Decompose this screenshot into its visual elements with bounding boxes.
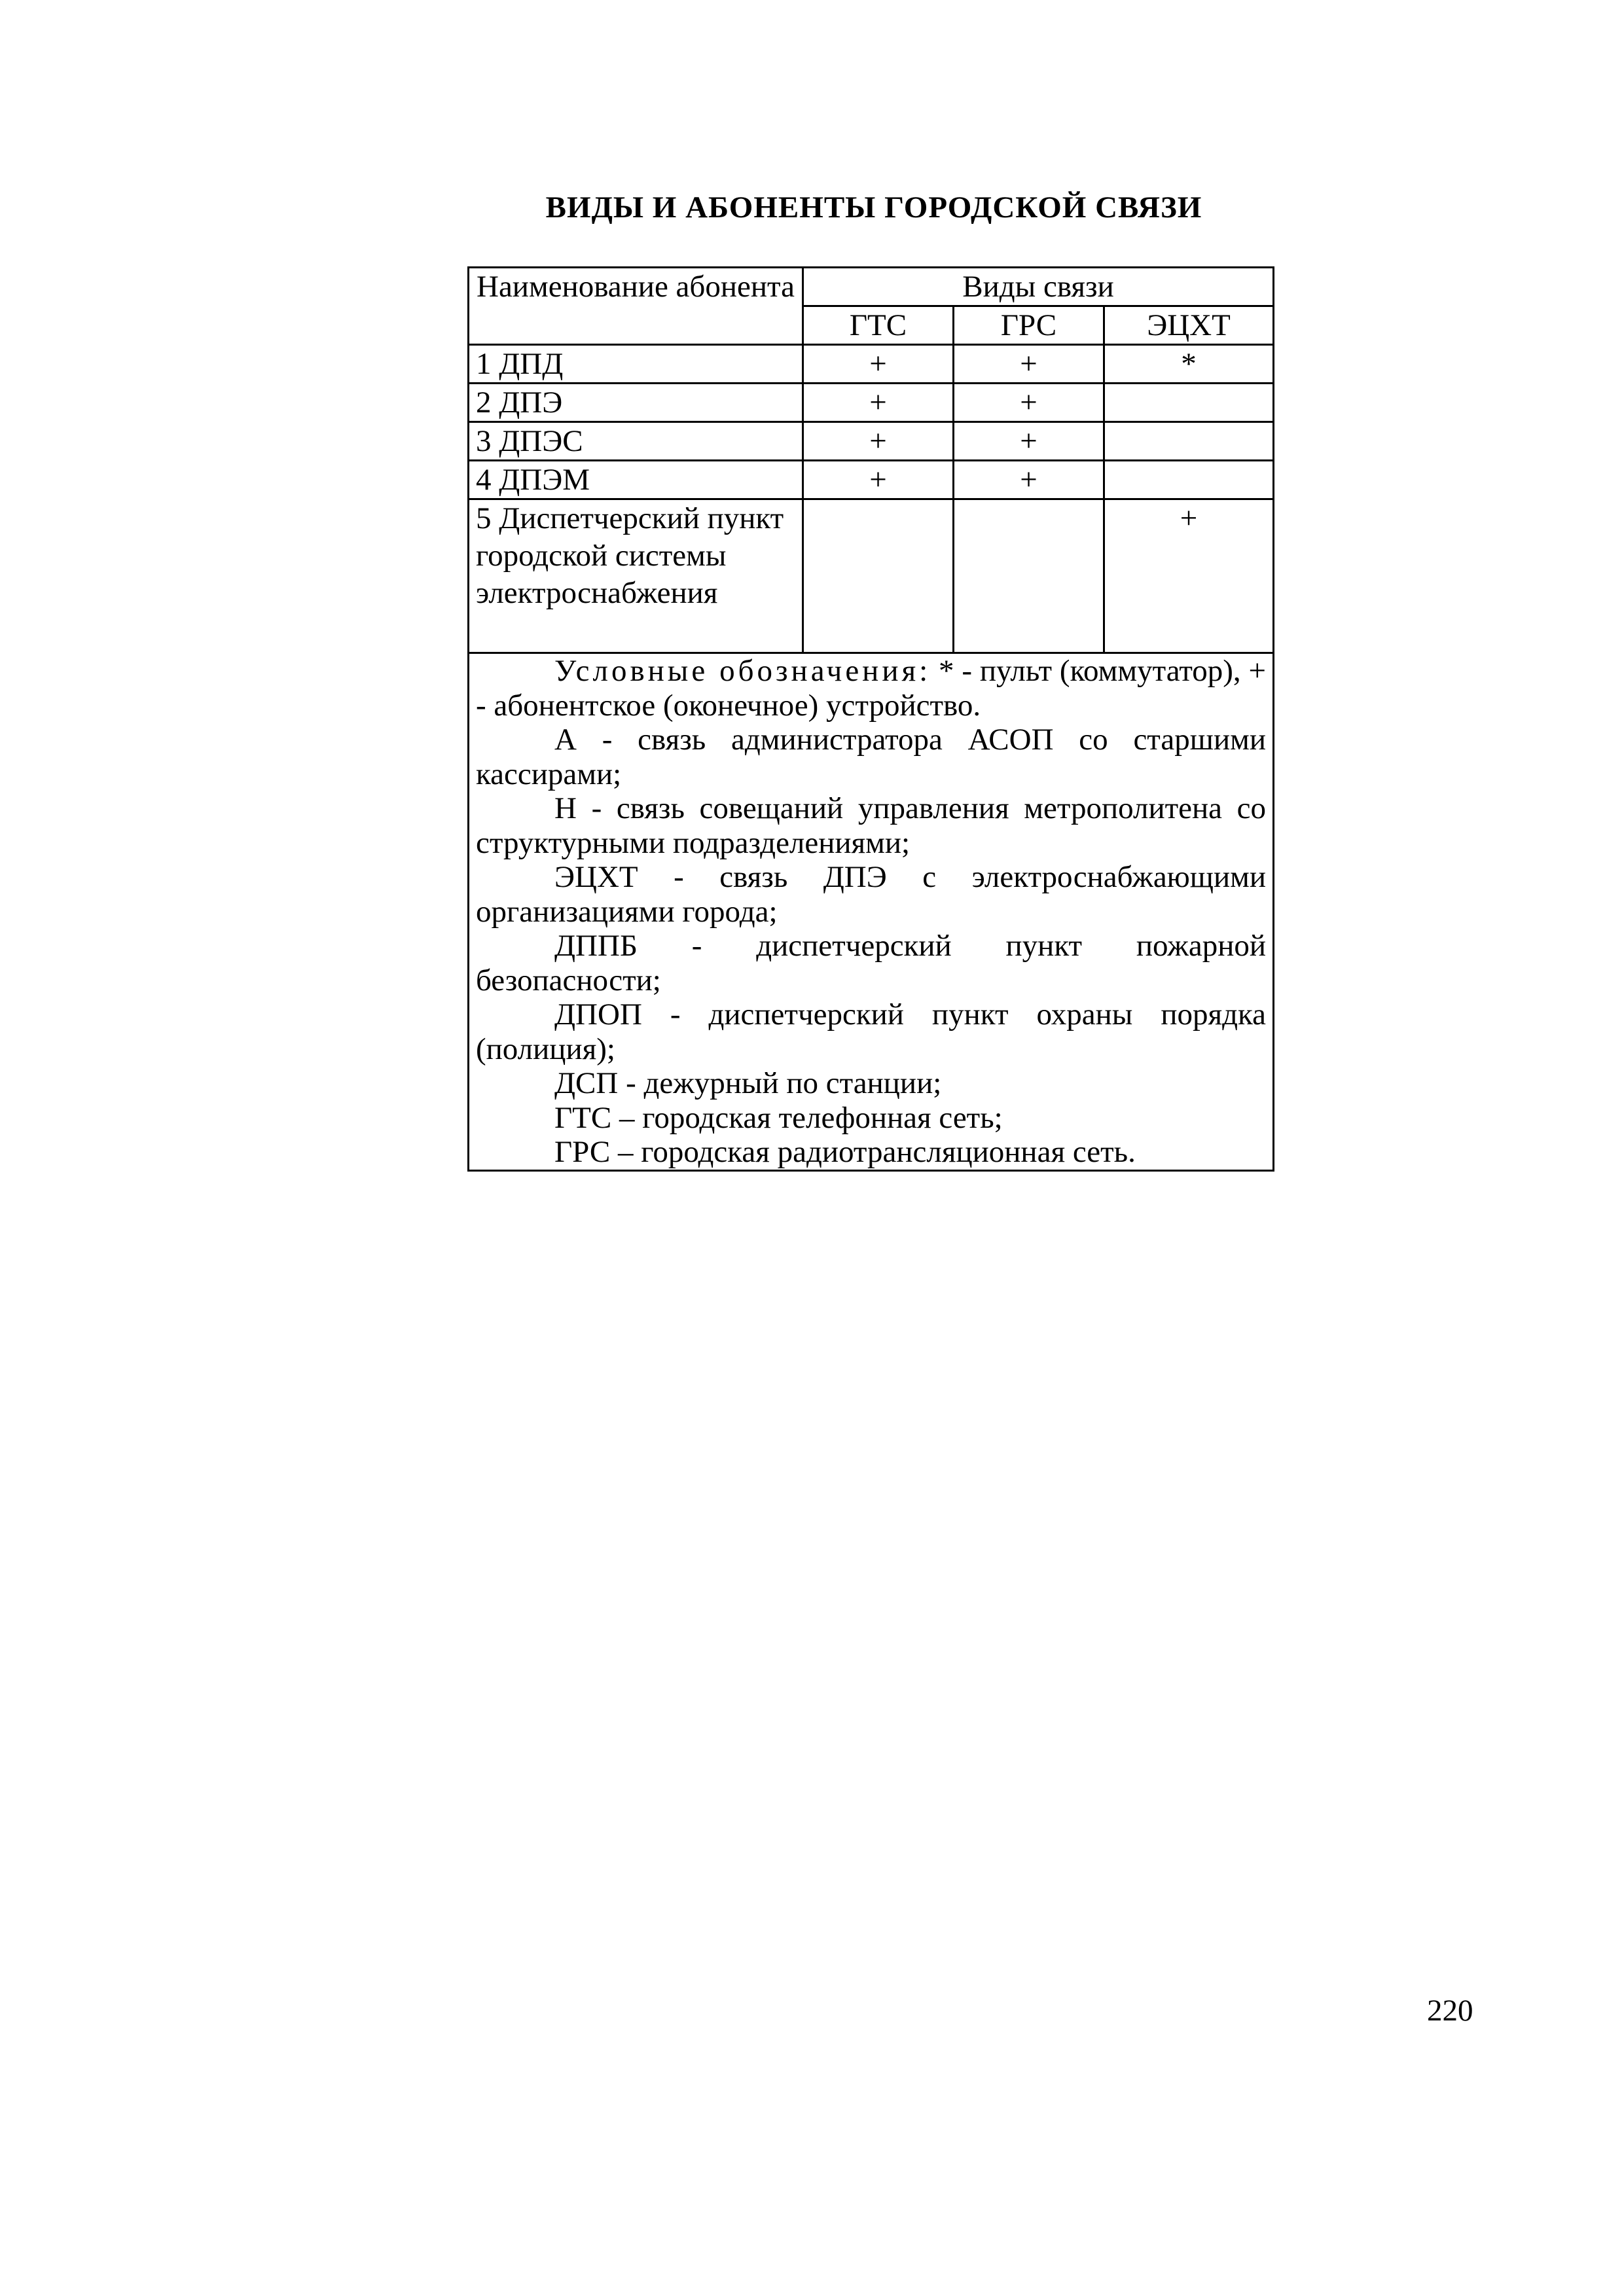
cell-gts: + [803, 345, 954, 384]
row-name: 3 ДПЭС [469, 422, 803, 461]
header-communication-types: Виды связи [803, 268, 1274, 306]
header-gts: ГТС [803, 306, 954, 345]
cell-grs: + [954, 422, 1104, 461]
table-row [469, 499, 1274, 653]
legend-item: Н - связь совещаний управления метрополитена со структурными подразделениями; [476, 791, 1267, 860]
legend-item: ДППБ - диспетчерский пункт пожарной безопасности; [476, 929, 1267, 997]
cell-grs: + [954, 461, 1104, 499]
row-name: 2 ДПЭ [469, 384, 803, 422]
subscribers-table [467, 266, 1274, 1172]
header-ecxt: ЭЦХТ [1104, 306, 1274, 345]
legend [469, 653, 1274, 1171]
cell-ecxt [1104, 384, 1274, 422]
row-name: 4 ДПЭМ [469, 461, 803, 499]
page-title: ВИДЫ И АБОНЕНТЫ ГОРОДСКОЙ СВЯЗИ [545, 190, 1202, 224]
legend-item: ЭЦХТ - связь ДПЭ с электроснабжающими организациями города; [476, 860, 1267, 929]
legend-item: ДСП - дежурный по станции; [554, 1066, 942, 1100]
table-row [469, 461, 1274, 499]
cell-ecxt [1104, 461, 1274, 499]
legend-intro [476, 654, 1266, 723]
cell-gts: + [803, 422, 954, 461]
row-name: 1 ДПД [469, 345, 803, 384]
cell-ecxt: + [1104, 499, 1274, 653]
legend-item: ДПОП - диспетчерский пункт охраны порядка (полиция); [476, 997, 1267, 1066]
legend-item: ГТС – городская телефонная сеть; [554, 1100, 1003, 1135]
cell-grs: + [954, 345, 1104, 384]
cell-gts [803, 499, 954, 653]
cell-ecxt: * [1104, 345, 1274, 384]
cell-grs: + [954, 384, 1104, 422]
cell-gts: + [803, 461, 954, 499]
row-name: 5 Диспетчерский пункт городской системы электроснабжения [469, 499, 803, 653]
legend-label: Условные обозначения: [554, 654, 931, 688]
table-row [469, 345, 1274, 384]
cell-ecxt [1104, 422, 1274, 461]
page-number: 220 [1427, 1994, 1473, 2028]
cell-grs [954, 499, 1104, 653]
legend-intro-text: * - пульт (коммутатор), + - абонентское (оконечное) устройство. [476, 654, 1267, 723]
table-row [469, 422, 1274, 461]
header-grs: ГРС [954, 306, 1104, 345]
legend-item: А - связь администратора АСОП со старшими кассирами; [476, 723, 1267, 791]
cell-gts: + [803, 384, 954, 422]
legend-item: ГРС – городская радиотрансляционная сеть. [554, 1135, 1136, 1169]
table-row [469, 384, 1274, 422]
header-subscriber-name: Наименование абонента [469, 268, 803, 345]
